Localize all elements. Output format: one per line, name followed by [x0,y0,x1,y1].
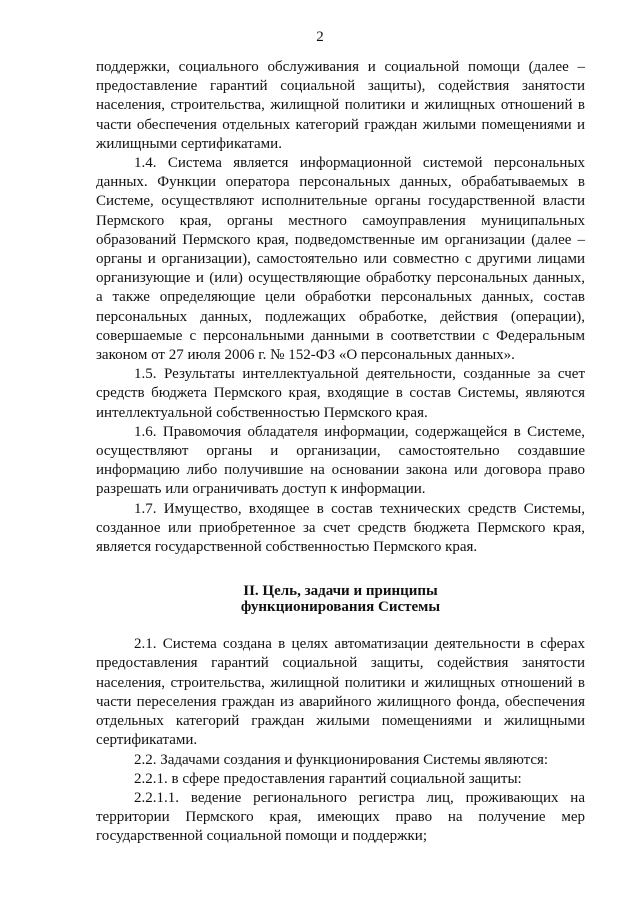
section-one-continuation [96,58,585,557]
document-body [96,58,585,847]
paragraph-p-1-6: 1.6. Правомочия обладателя информации, содержащейся в Системе, осуществляют органы и организации, самостоятельно создавшие информацию либо получившие на основании закона или договора право разрешать или ограничивать доступ к информации. [96,423,585,498]
paragraph-p-2-2-1: 2.2.1. в сфере предоставления гарантий социальной защиты: [134,770,522,787]
section-heading-line-1: II. Цель, задачи и принципы [243,583,438,600]
paragraph-p-2-2: 2.2. Задачами создания и функционирования Системы являются: [134,751,549,768]
paragraph-p-2-2-1-1: 2.2.1.1. ведение регионального регистра лиц, проживающих на территории Пермского края, имеющих право на получение мер государственной социальной помощи и поддержки; [96,789,585,845]
section-heading-line-2: функционирования Системы [240,599,441,616]
paragraph-p-1-4: 1.4. Система является информационной системой персональных данных. Функции оператора персональных данных, обрабатываемых в Системе, осуществляют исполнительные органы государственной власти Пермского края, органы местного самоуправления муниципальных образований Пермского края, подведомственные им организации (далее – органы и организации), самостоятельно или совместно с другими лицами организующие и (или) осуществляющие обработку персональных данных, а также определяющие цели обработки персональных данных, состав персональных данных, подлежащих обработке, действия (операции), совершаемые с персональными данными в соответствии с Федеральным законом от 27 июля 2006 г. № 152-ФЗ «О персональных данных». [96,155,585,364]
page-number: 2 [316,29,324,45]
paragraph-p-1-7: 1.7. Имущество, входящее в состав технических средств Системы, созданное или приобретенное за счет средств бюджета Пермского края, является государственной собственностью Пермского края. [96,500,585,556]
paragraph-p-cont: поддержки, социального обслуживания и социальной помощи (далее – предоставление гарантий социальной защиты), содействия занятости населения, строительства, жилищной политики и жилищных отношений в части обеспечения отдельных категорий граждан жилыми помещениями и жилищными сертификатами. [96,59,585,152]
paragraph-p-2-1: 2.1. Система создана в целях автоматизации деятельности в сферах предоставления гарантий социальной защиты, содействия занятости населения, строительства, жилищной политики и жилищных отношений в части переселения граждан из аварийного жилищного фонда, обеспечения отдельных категорий граждан жилыми помещениями и жилищными сертификатами. [96,636,585,749]
paragraph-p-1-5: 1.5. Результаты интеллектуальной деятельности, созданные за счет средств бюджета Пермского края, входящие в состав Системы, являются интеллектуальной собственностью Пермского края. [96,366,585,421]
section-two-body [96,635,585,846]
section-heading [96,583,585,615]
